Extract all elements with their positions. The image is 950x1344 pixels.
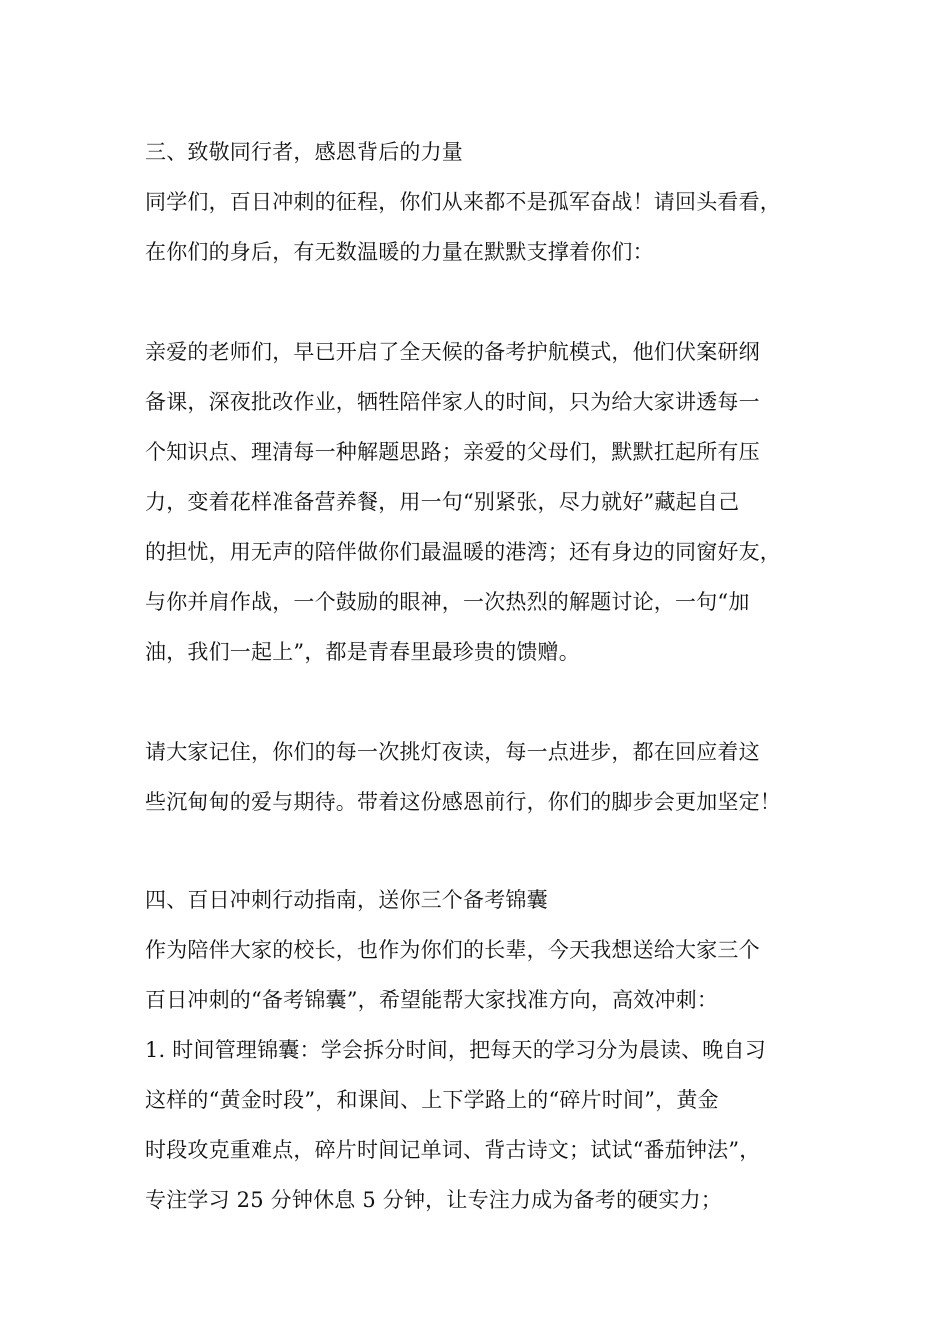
paragraph-line: 个知识点、理清每一种解题思路；亲爱的父母们，默默扛起所有压 bbox=[145, 440, 760, 464]
paragraph-line: 力，变着花样准备营养餐，用一句“别紧张，尽力就好”藏起自己 bbox=[145, 490, 740, 514]
paragraph-line: 在你们的身后，有无数温暖的力量在默默支撑着你们： bbox=[145, 240, 654, 264]
paragraph-line: 备课，深夜批改作业，牺牲陪伴家人的时间，只为给大家讲透每一 bbox=[145, 390, 760, 414]
paragraph-line: 请大家记住，你们的每一次挑灯夜读，每一点进步，都在回应着这 bbox=[145, 740, 760, 764]
paragraph-line: 油，我们一起上”，都是青春里最珍贵的馈赠。 bbox=[145, 640, 580, 664]
paragraph-line: 些沉甸甸的爱与期待。带着这份感恩前行，你们的脚步会更加坚定！ bbox=[145, 790, 781, 814]
paragraph-line: 百日冲刺的“备考锦囊”，希望能帮大家找准方向，高效冲刺： bbox=[145, 988, 719, 1012]
section-heading: 四、百日冲刺行动指南，送你三个备考锦囊 bbox=[145, 888, 548, 912]
list-item-line: 1. 时间管理锦囊：学会拆分时间，把每天的学习分为晨读、晚自习 bbox=[145, 1038, 766, 1062]
paragraph-line: 亲爱的老师们，早已开启了全天候的备考护航模式，他们伏案研纲 bbox=[145, 340, 760, 364]
paragraph-line: 的担忧，用无声的陪伴做你们最温暖的港湾；还有身边的同窗好友， bbox=[145, 540, 781, 564]
paragraph-line: 与你并肩作战，一个鼓励的眼神，一次热烈的解题讨论，一句“加 bbox=[145, 590, 750, 614]
paragraph-line: 同学们，百日冲刺的征程，你们从来都不是孤军奋战！请回头看看， bbox=[145, 190, 781, 214]
list-item-line: 时段攻克重难点，碎片时间记单词、背古诗文；试试“番茄钟法”， bbox=[145, 1138, 761, 1162]
paragraph-line: 作为陪伴大家的校长，也作为你们的长辈，今天我想送给大家三个 bbox=[145, 938, 760, 962]
list-item-line: 专注学习 25 分钟休息 5 分钟，让专注力成为备考的硬实力； bbox=[145, 1188, 722, 1212]
section-heading: 三、致敬同行者，感恩背后的力量 bbox=[145, 140, 463, 164]
list-item-line: 这样的“黄金时段”，和课间、上下学路上的“碎片时间”，黄金 bbox=[145, 1088, 719, 1112]
